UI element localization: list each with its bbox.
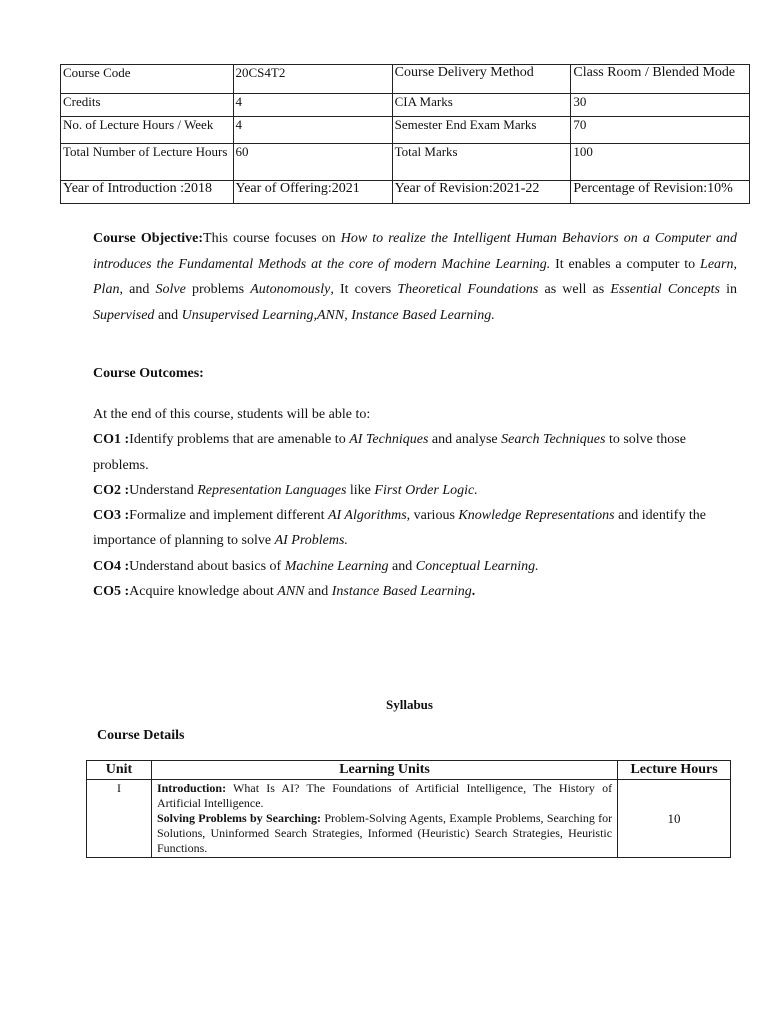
outcome-co1 <box>93 427 733 478</box>
co5-label: CO5 : <box>93 584 130 600</box>
co5-italic: Instance Based Learning <box>331 584 472 600</box>
co3-text: and identify the importance of planning to solve <box>93 508 706 549</box>
objective-text: It enables a computer to <box>550 256 701 272</box>
co2-italic: First Order Logic. <box>374 482 478 498</box>
co5-text: and <box>304 584 332 600</box>
co3-italic: Knowledge Representations <box>458 508 615 524</box>
objective-text: problems <box>185 282 251 297</box>
table-row <box>61 65 750 94</box>
credits-label: Credits <box>61 94 234 117</box>
total-marks-label: Total Marks <box>392 144 571 181</box>
co4-italic: Machine Learning <box>284 558 389 574</box>
objective-italic: Learn <box>700 256 734 272</box>
co2-text: Understand <box>129 482 198 498</box>
percentage-of-revision: Percentage of Revision:10% <box>571 181 750 204</box>
objective-italic: Essential Concepts <box>610 282 720 297</box>
lecture-hours-week-label: No. of Lecture Hours / Week <box>61 117 234 144</box>
objective-italic: Supervised <box>93 307 155 323</box>
learning-units-cell <box>151 780 617 858</box>
unit-number: I <box>87 780 152 858</box>
lecture-hours-week-value: 4 <box>233 117 392 144</box>
outcome-co3 <box>93 503 733 554</box>
lecture-hours-value: 10 <box>618 780 731 858</box>
co1-text: to solve those problems. <box>93 432 686 473</box>
co3-italic: AI Problems. <box>274 533 348 549</box>
co2-text: like <box>346 482 375 498</box>
course-details-heading: Course Details <box>97 728 185 743</box>
year-of-offering: Year of Offering:2021 <box>233 181 392 204</box>
objective-text: as well as <box>538 282 611 297</box>
co1-text: Identify problems that are amenable to <box>129 432 350 448</box>
co1-label: CO1 : <box>93 432 130 448</box>
delivery-method-label: Course Delivery Method <box>392 65 571 94</box>
table-row <box>87 780 731 858</box>
topic-text: Problem-Solving Agents, Example Problems, Searching for Solutions, Uninformed Search Strategies, Informed (Heuristic) Search Strategies, Heuristic Functions. <box>156 811 613 855</box>
co4-italic: Conceptual Learning. <box>415 558 539 574</box>
co1-text: and analyse <box>428 432 502 448</box>
co1-italic: AI Techniques <box>349 432 429 448</box>
table-row <box>61 144 750 181</box>
objective-italic: How to realize the Intelligent Human Behaviors on a Computer and introduces the Fundamental Methods at the core of modern Machine Learning. <box>93 231 737 272</box>
course-objective-label: Course Objective: <box>93 231 204 246</box>
co2-label: CO2 : <box>93 482 130 498</box>
syllabus-table <box>86 760 731 858</box>
cia-marks-label: CIA Marks <box>392 94 571 117</box>
total-lecture-hours-value: 60 <box>233 144 392 181</box>
objective-italic: Instance Based Learning. <box>351 307 495 323</box>
co2-italic: Representation Languages <box>197 482 347 498</box>
see-marks-label: Semester End Exam Marks <box>392 117 571 144</box>
course-code-value: 20CS4T2 <box>233 65 392 94</box>
co3-text: , various <box>406 508 459 524</box>
co5-text: . <box>471 584 476 600</box>
objective-text: , <box>733 256 737 272</box>
topic-heading: Solving Problems by Searching: <box>156 811 322 825</box>
total-marks-value: 100 <box>571 144 750 181</box>
co5-text: Acquire knowledge about <box>129 584 278 600</box>
lecture-hours-header: Lecture Hours <box>618 761 731 780</box>
topic-text: What Is AI? The Foundations of Artificial Intelligence, The History of Artificial Intelligence. <box>156 781 613 810</box>
objective-text: in <box>719 282 737 297</box>
cia-marks-value: 30 <box>571 94 750 117</box>
objective-italic: Solve <box>155 282 186 297</box>
unit-header: Unit <box>87 761 152 780</box>
outcome-co5 <box>93 579 733 604</box>
table-header-row <box>87 761 731 780</box>
objective-text: , <box>344 307 352 323</box>
course-outcomes-list <box>93 402 733 604</box>
credits-value: 4 <box>233 94 392 117</box>
outcome-co4 <box>93 554 733 579</box>
total-lecture-hours-label: Total Number of Lecture Hours <box>61 144 234 181</box>
co5-italic: ANN <box>277 584 305 600</box>
outcome-co2 <box>93 478 733 503</box>
table-row <box>61 117 750 144</box>
outcomes-intro: At the end of this course, students will be able to: <box>93 407 371 422</box>
objective-text: , and <box>119 282 156 297</box>
co3-text: Formalize and implement different <box>129 508 328 524</box>
see-marks-value: 70 <box>571 117 750 144</box>
objective-text: and <box>154 307 182 323</box>
co3-italic: AI Algorithms <box>327 508 407 524</box>
delivery-method-value: Class Room / Blended Mode <box>571 65 750 94</box>
objective-italic: Theoretical Foundations <box>397 282 539 297</box>
course-objective-paragraph <box>93 226 737 328</box>
table-row <box>61 181 750 204</box>
course-info-table <box>60 64 750 204</box>
topic-heading: Introduction: <box>156 781 227 795</box>
table-row <box>61 94 750 117</box>
objective-text: This course focuses on <box>203 231 341 246</box>
year-of-introduction: Year of Introduction :2018 <box>61 181 234 204</box>
year-of-revision: Year of Revision:2021-22 <box>392 181 571 204</box>
learning-units-header: Learning Units <box>151 761 617 780</box>
course-outcomes-heading: Course Outcomes: <box>93 366 204 381</box>
co3-label: CO3 : <box>93 508 130 524</box>
co4-label: CO4 : <box>93 558 130 574</box>
syllabus-heading: Syllabus <box>386 697 433 712</box>
objective-italic: Unsupervised Learning,ANN <box>181 307 345 323</box>
objective-italic: Plan <box>93 282 120 297</box>
co4-text: Understand about basics of <box>129 558 285 574</box>
objective-italic: Autonomously <box>250 282 331 297</box>
course-code-label: Course Code <box>61 65 234 94</box>
objective-text: , It covers <box>330 282 398 297</box>
co1-italic: Search Techniques <box>501 432 606 448</box>
co4-text: and <box>388 558 416 574</box>
